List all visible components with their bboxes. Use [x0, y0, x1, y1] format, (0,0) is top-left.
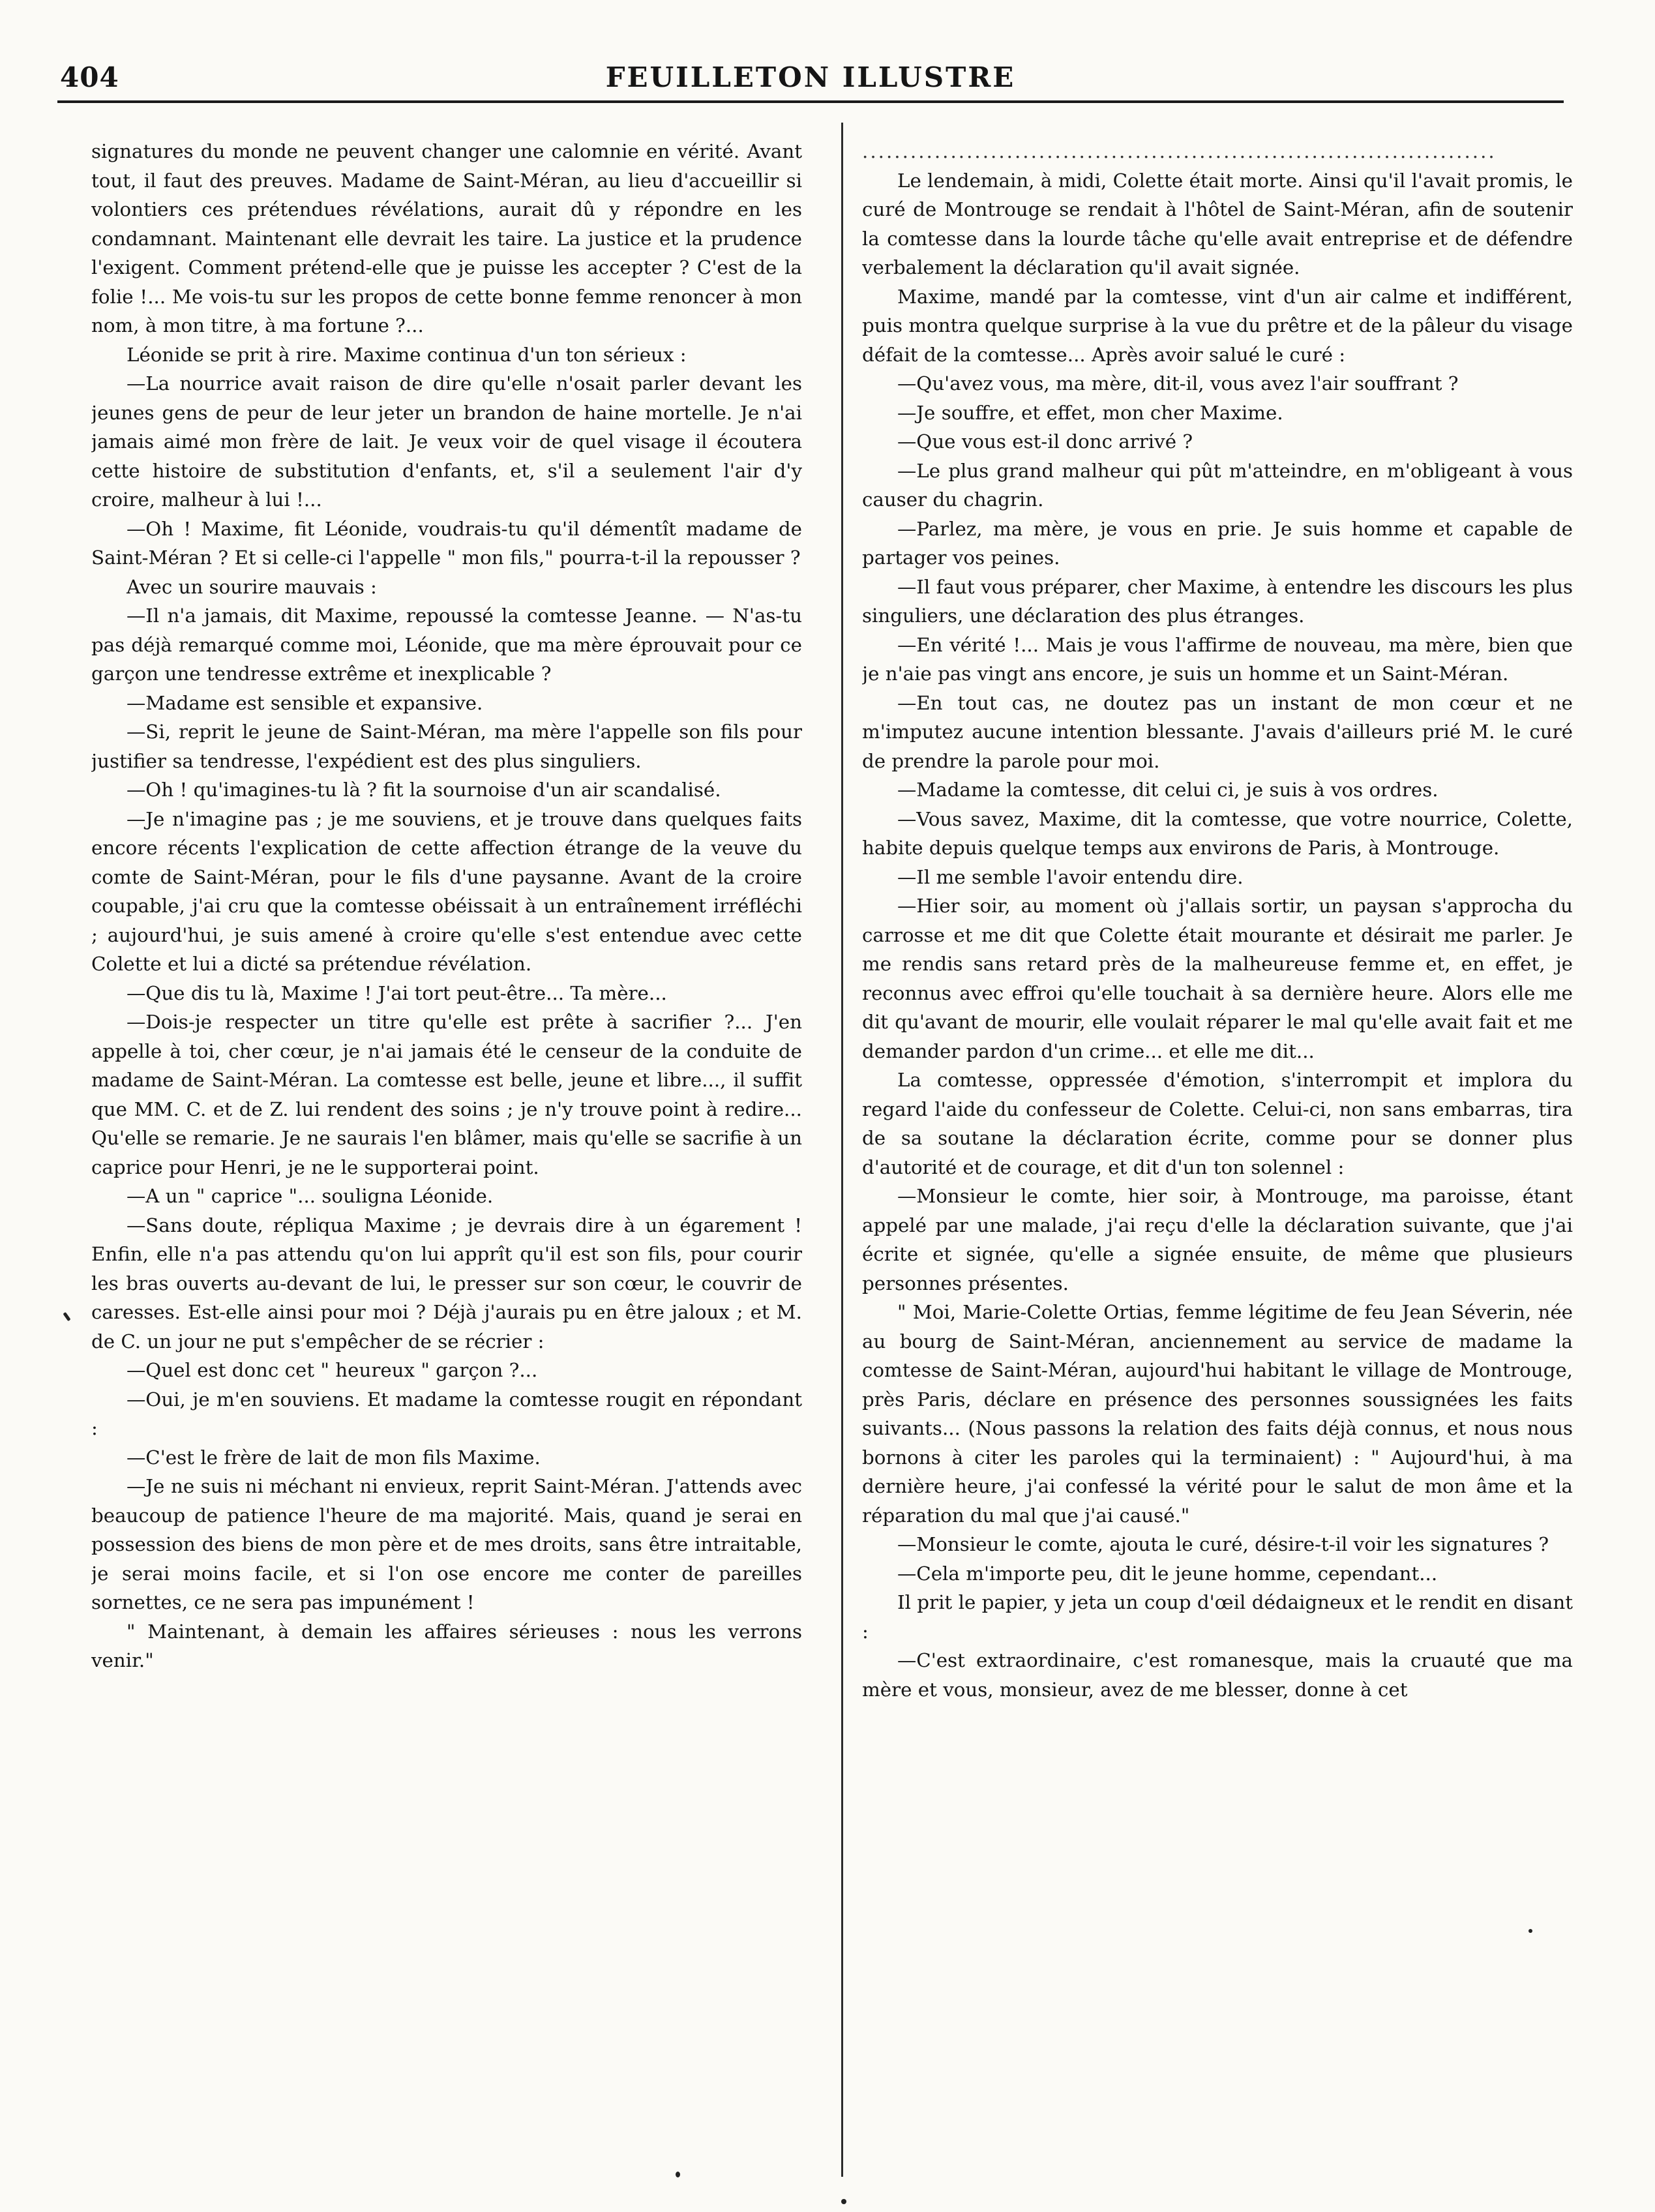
- print-speck: [63, 1312, 70, 1321]
- separator-dots: ...............................................................................: [862, 140, 1497, 162]
- paragraph: —Monsieur le comte, ajouta le curé, désire-t-il voir les signatures ?: [897, 1533, 1549, 1555]
- paragraph: Avec un sourire mauvais :: [127, 575, 377, 598]
- paragraph: —En tout cas, ne doutez pas un instant de mon cœur et ne m'imputez aucune intention blessante. J'avais d'ailleurs prié M. le curé de prendre la parole pour moi.: [862, 691, 1573, 772]
- paragraph: —Que vous est-il donc arrivé ?: [897, 430, 1193, 453]
- print-speck: [841, 2199, 846, 2204]
- page-number: 404: [60, 61, 119, 93]
- paragraph: —Il n'a jamais, dit Maxime, repoussé la comtesse Jeanne. — N'as-tu pas déjà remarqué comme moi, Léonide, que ma mère éprouvait pour ce garçon une tendresse extrême et inexplicable ?: [91, 605, 802, 685]
- paragraph: " Moi, Marie-Colette Ortias, femme légitime de feu Jean Séverin, née au bourg de Saint-Méran, anciennement au service de madame la comtesse de Saint-Méran, aujourd'hui habitant le village de Montrouge, près Paris, déclare en présence des personnes soussignées les faits suivants... (Nous passons la relation des faits déjà connus, et nous nous bornons à citer les paroles qui la terminaient) : " Aujourd'hui, à ma dernière heure, j'ai confessé la vérité pour le salut de mon âme et la réparation du mal que j'ai causé.": [862, 1301, 1573, 1527]
- paragraph: —Si, reprit le jeune de Saint-Méran, ma mère l'appelle son fils pour justifier sa tendresse, l'expédient est des plus singuliers.: [91, 721, 802, 772]
- print-speck: [1528, 1929, 1532, 1933]
- paragraph: —Il faut vous préparer, cher Maxime, à entendre les discours les plus singuliers, une déclaration des plus étranges.: [862, 575, 1573, 627]
- paragraph: —C'est extraordinaire, c'est romanesque, mais la cruauté que ma mère et vous, monsieur, avez de me blesser, donne à cet: [862, 1649, 1573, 1701]
- paragraph: —Quel est donc cet " heureux " garçon ?...: [127, 1359, 538, 1381]
- paragraph: —Qu'avez vous, ma mère, dit-il, vous avez l'air souffrant ?: [897, 372, 1459, 395]
- paragraph: Le lendemain, à midi, Colette était morte. Ainsi qu'il l'avait promis, le curé de Montrouge se rendait à l'hôtel de Saint-Méran, afin de soutenir la comtesse dans la lourde tâche qu'elle avait entreprise et de défendre verbalement la déclaration qu'il avait signée.: [862, 169, 1573, 278]
- paragraph: Léonide se prit à rire. Maxime continua d'un ton sérieux :: [127, 343, 687, 366]
- print-speck: [676, 2172, 680, 2177]
- page-header: [57, 57, 1564, 103]
- left-column: [91, 137, 802, 2152]
- paragraph: —Que dis tu là, Maxime ! J'ai tort peut-être... Ta mère...: [127, 981, 667, 1004]
- paragraph: —Madame la comtesse, dit celui ci, je suis à vos ordres.: [897, 779, 1439, 801]
- paragraph: —Je ne suis ni méchant ni envieux, reprit Saint-Méran. J'attends avec beaucoup de patience l'heure de ma majorité. Mais, quand je serai en possession des biens de mon père et de mes droits, sans être intraitable, je serai moins facile, et si l'on ose encore me conter de pareilles sornettes, ce ne sera pas impunément !: [91, 1475, 802, 1613]
- paragraph: —Parlez, ma mère, je vous en prie. Je suis homme et capable de partager vos peines.: [862, 517, 1573, 569]
- paragraph: —Je souffre, et effet, mon cher Maxime.: [897, 401, 1283, 424]
- paragraph: —La nourrice avait raison de dire qu'elle n'osait parler devant les jeunes gens de peur de leur jeter un brandon de haine mortelle. Je n'ai jamais aimé mon frère de lait. Je veux voir de quel visage il écoutera cette histoire de substitution d'enfants, et, s'il a seulement l'air d'y croire, malheur à lui !...: [91, 372, 802, 511]
- paragraph: —Hier soir, au moment où j'allais sortir, un paysan s'approcha du carrosse et me dit que Colette était mourante et désirait me parler. Je me rendis sans retard près de la malheureuse femme et, en effet, je reconnus avec effroi qu'elle touchait à sa dernière heure. Alors elle me dit qu'avant de mourir, elle voulait réparer le mal qu'elle avait fait et me demander pardon d'un crime... et elle me dit...: [862, 895, 1573, 1062]
- paragraph: Maxime, mandé par la comtesse, vint d'un air calme et indifférent, puis montra quelque surprise à la vue du prêtre et de la pâleur du visage défait de la comtesse... Après avoir salué le curé :: [862, 285, 1573, 366]
- running-title: FEUILLETON ILLUSTRE: [605, 61, 1016, 93]
- column-divider: [841, 123, 843, 2177]
- paragraph: Il prit le papier, y jeta un coup d'œil dédaigneux et le rendit en disant :: [862, 1591, 1573, 1643]
- paragraph: —A un " caprice "... souligna Léonide.: [127, 1185, 494, 1207]
- right-column: [862, 137, 1573, 2152]
- paragraph: —Madame est sensible et expansive.: [127, 691, 483, 714]
- paragraph: —Monsieur le comte, hier soir, à Montrouge, ma paroisse, étant appelé par une malade, j'ai reçu d'elle la déclaration suivante, que j'ai écrite et signée, qu'elle a signée ensuite, de même que plusieurs personnes présentes.: [862, 1185, 1573, 1294]
- paragraph: —Dois-je respecter un titre qu'elle est prête à sacrifier ?... J'en appelle à toi, cher cœur, je n'ai jamais été le censeur de la conduite de madame de Saint-Méran. La comtesse est belle, jeune et libre..., il suffit que MM. C. et de Z. lui rendent des soins ; je n'y trouve point à redire... Qu'elle se remarie. Je ne saurais l'en blâmer, mais qu'elle se sacrifie à un caprice pour Henri, je ne le supporterai point.: [91, 1011, 802, 1178]
- paragraph: —C'est le frère de lait de mon fils Maxime.: [127, 1446, 541, 1469]
- paragraph: —Vous savez, Maxime, dit la comtesse, que votre nourrice, Colette, habite depuis quelque temps aux environs de Paris, à Montrouge.: [862, 807, 1573, 859]
- paragraph: —Sans doute, répliqua Maxime ; je devrais dire à un égarement ! Enfin, elle n'a pas attendu qu'on lui apprît qu'il est son fils, pour courir les bras ouverts au-devant de lui, le presser sur son cœur, le couvrir de caresses. Est-elle ainsi pour moi ? Déjà j'aurais pu en être jaloux ; et M. de C. un jour ne put s'empêcher de se récrier :: [91, 1214, 802, 1353]
- paragraph: —Oh ! qu'imagines-tu là ? fit la sournoise d'un air scandalisé.: [127, 779, 721, 801]
- paragraph: —Oui, je m'en souviens. Et madame la comtesse rougit en répondant :: [91, 1388, 802, 1439]
- paragraph: —Oh ! Maxime, fit Léonide, voudrais-tu qu'il démentît madame de Saint-Méran ? Et si celle-ci l'appelle " mon fils," pourra-t-il la repousser ?: [91, 517, 802, 569]
- paragraph: —En vérité !... Mais je vous l'affirme de nouveau, ma mère, bien que je n'aie pas vingt ans encore, je suis un homme et un Saint-Méran.: [862, 633, 1573, 685]
- paragraph: signatures du monde ne peuvent changer une calomnie en vérité. Avant tout, il faut des preuves. Madame de Saint-Méran, au lieu d'accueillir si volontiers ces prétendues révélations, aurait dû y répondre en les condamnant. Maintenant elle devrait les taire. La justice et la prudence l'exigent. Comment prétend-elle que je puisse les accepter ? C'est de la folie !... Me vois-tu sur les propos de cette bonne femme renoncer à mon nom, à mon titre, à ma fortune ?...: [91, 140, 802, 336]
- paragraph: —Le plus grand malheur qui pût m'atteindre, en m'obligeant à vous causer du chagrin.: [862, 459, 1573, 511]
- paragraph: " Maintenant, à demain les affaires sérieuses : nous les verrons venir.": [91, 1620, 802, 1671]
- paragraph: —Il me semble l'avoir entendu dire.: [897, 865, 1244, 888]
- paragraph: —Cela m'importe peu, dit le jeune homme, cependant...: [897, 1562, 1438, 1585]
- paragraph: La comtesse, oppressée d'émotion, s'interrompit et implora du regard l'aide du confesseur de Colette. Celui-ci, non sans embarras, tira de sa soutane la déclaration écrite, comme pour se donner plus d'autorité et de courage, et dit d'un ton solennel :: [862, 1069, 1573, 1178]
- paragraph: —Je n'imagine pas ; je me souviens, et je trouve dans quelques faits encore récents l'explication de cette affection étrange de la veuve du comte de Saint-Méran, pour le fils d'une paysanne. Avant de la croire coupable, j'ai cru que la comtesse obéissait à un entraînement irréfléchi ; aujourd'hui, je suis amené à croire qu'elle s'est entendue avec cette Colette et lui a dicté sa prétendue révélation.: [91, 807, 802, 975]
